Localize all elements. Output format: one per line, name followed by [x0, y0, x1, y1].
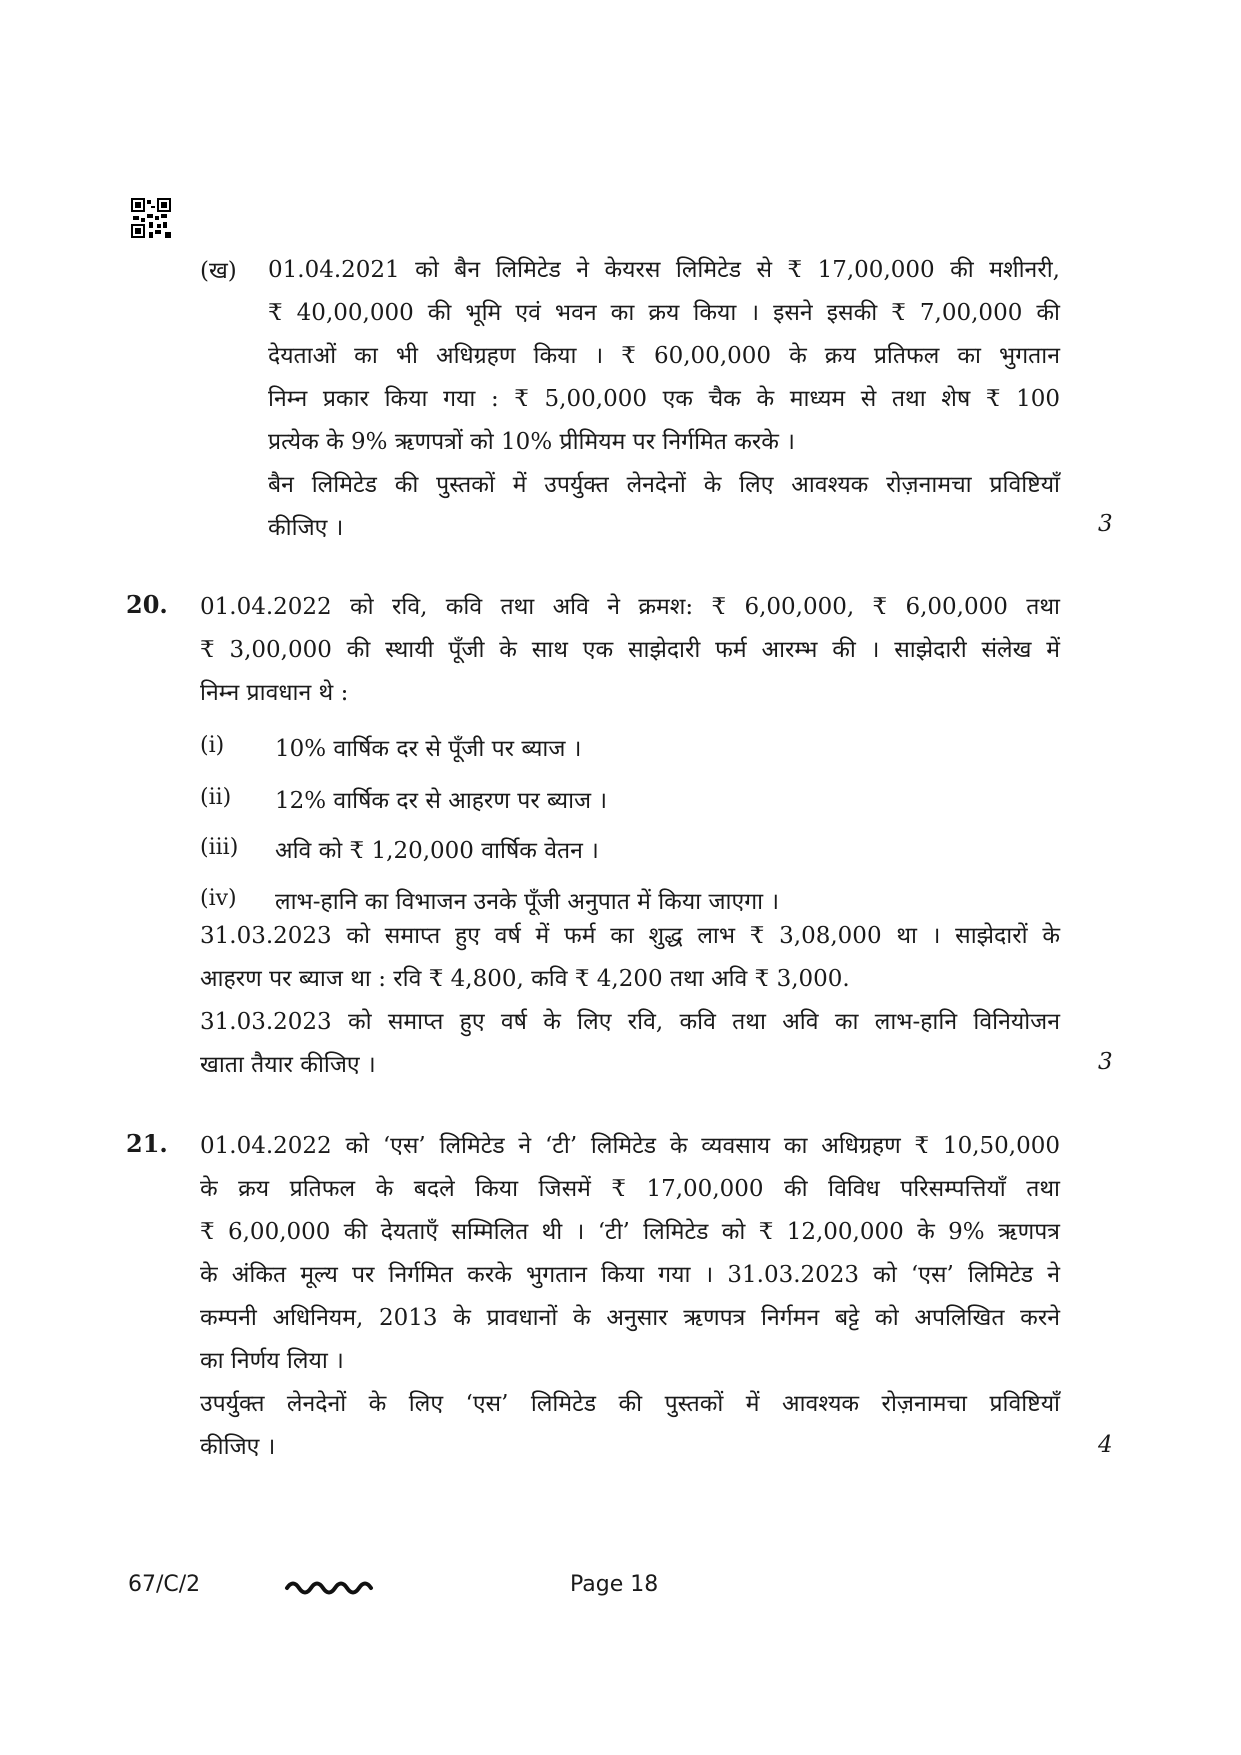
list-item-text: 12% वार्षिक दर से आहरण पर ब्याज ।: [275, 788, 608, 814]
text-line: कीजिए ।: [200, 1434, 276, 1460]
text-line: देयताओं का भी अधिग्रहण किया । ₹ 60,00,000 के क्रय प्रतिफल का भुगतान: [268, 343, 1060, 369]
marks: 3: [1098, 1049, 1113, 1075]
list-item-text: लाभ-हानि का विभाजन उनके पूँजी अनुपात में किया जाएगा ।: [275, 889, 780, 915]
text-line: 01.04.2022 को रवि, कवि तथा अवि ने क्रमश: ₹ 6,00,000, ₹ 6,00,000 तथा: [200, 594, 1060, 620]
text-line: कम्पनी अधिनियम, 2013 के प्रावधानों के अनुसार ऋणपत्र निर्गमन बट्टे को अपलिखित करने: [200, 1305, 1060, 1331]
question-number: 20.: [126, 590, 168, 619]
text-line: कीजिए ।: [268, 515, 344, 541]
paper-code: 67/C/2: [128, 1572, 201, 1597]
question-20-intro: [200, 586, 1060, 715]
question-19b-text: [268, 249, 1060, 550]
text-line: उपर्युक्त लेनदेनों के लिए ‘एस’ लिमिटेड की पुस्तकों में आवश्यक रोज़नामचा प्रविष्टियाँ: [200, 1391, 1060, 1417]
qr-code-icon: [131, 198, 171, 238]
text-line: 31.03.2023 को समाप्त हुए वर्ष में फर्म का शुद्ध लाभ ₹ 3,08,000 था । साझेदारों के: [200, 923, 1060, 949]
text-line: आहरण पर ब्याज था : रवि ₹ 4,800, कवि ₹ 4,200 तथा अवि ₹ 3,000.: [200, 966, 850, 992]
text-line: निम्न प्रकार किया गया : ₹ 5,00,000 एक चैक के माध्यम से तथा शेष ₹ 100: [268, 386, 1060, 412]
text-line: खाता तैयार कीजिए ।: [200, 1052, 376, 1078]
question-21-text: [200, 1125, 1060, 1469]
list-item-text: अवि को ₹ 1,20,000 वार्षिक वेतन ।: [275, 838, 599, 864]
text-line: ₹ 6,00,000 की देयताएँ सम्मिलित थी । ‘टी’ लिमिटेड को ₹ 12,00,000 के 9% ऋणपत्र: [200, 1219, 1060, 1245]
list-item-label: (i): [200, 733, 225, 758]
question-20-details: [200, 915, 1060, 1087]
text-line: निम्न प्रावधान थे :: [200, 680, 349, 706]
question-number: 21.: [126, 1129, 168, 1158]
list-item-text: 10% वार्षिक दर से पूँजी पर ब्याज ।: [275, 736, 582, 762]
list-item-label: (iii): [200, 835, 239, 860]
marks: 4: [1098, 1432, 1113, 1458]
list-item-label: (iv): [200, 886, 237, 911]
text-line: का निर्णय लिया ।: [200, 1348, 344, 1374]
text-line: ₹ 3,00,000 की स्थायी पूँजी के साथ एक साझेदारी फर्म आरम्भ की । साझेदारी संलेख में: [200, 637, 1060, 663]
page-number: Page 18: [570, 1572, 659, 1597]
text-line: प्रत्येक के 9% ऋणपत्रों को 10% प्रीमियम पर निर्गमित करके ।: [268, 429, 795, 455]
sub-question-label: (ख): [200, 258, 237, 284]
marks: 3: [1098, 511, 1113, 537]
text-line: ₹ 40,00,000 की भूमि एवं भवन का क्रय किया । इसने इसकी ₹ 7,00,000 की: [268, 300, 1060, 326]
text-line: के क्रय प्रतिफल के बदले किया जिसमें ₹ 17,00,000 की विविध परिसम्पत्तियाँ तथा: [200, 1176, 1060, 1202]
list-item-label: (ii): [200, 785, 232, 810]
text-line: 01.04.2021 को बैन लिमिटेड ने केयरस लिमिटेड से ₹ 17,00,000 की मशीनरी,: [268, 257, 1060, 283]
text-line: 31.03.2023 को समाप्त हुए वर्ष के लिए रवि, कवि तथा अवि का लाभ-हानि विनियोजन: [200, 1009, 1060, 1035]
text-line: के अंकित मूल्य पर निर्गमित करके भुगतान किया गया । 31.03.2023 को ‘एस’ लिमिटेड ने: [200, 1262, 1060, 1288]
text-line: 01.04.2022 को ‘एस’ लिमिटेड ने ‘टी’ लिमिटेड के व्यवसाय का अधिग्रहण ₹ 10,50,000: [200, 1133, 1060, 1159]
text-line: बैन लिमिटेड की पुस्तकों में उपर्युक्त लेनदेनों के लिए आवश्यक रोज़नामचा प्रविष्टियाँ: [268, 472, 1060, 498]
tilde-ornament-icon: [283, 1572, 383, 1600]
